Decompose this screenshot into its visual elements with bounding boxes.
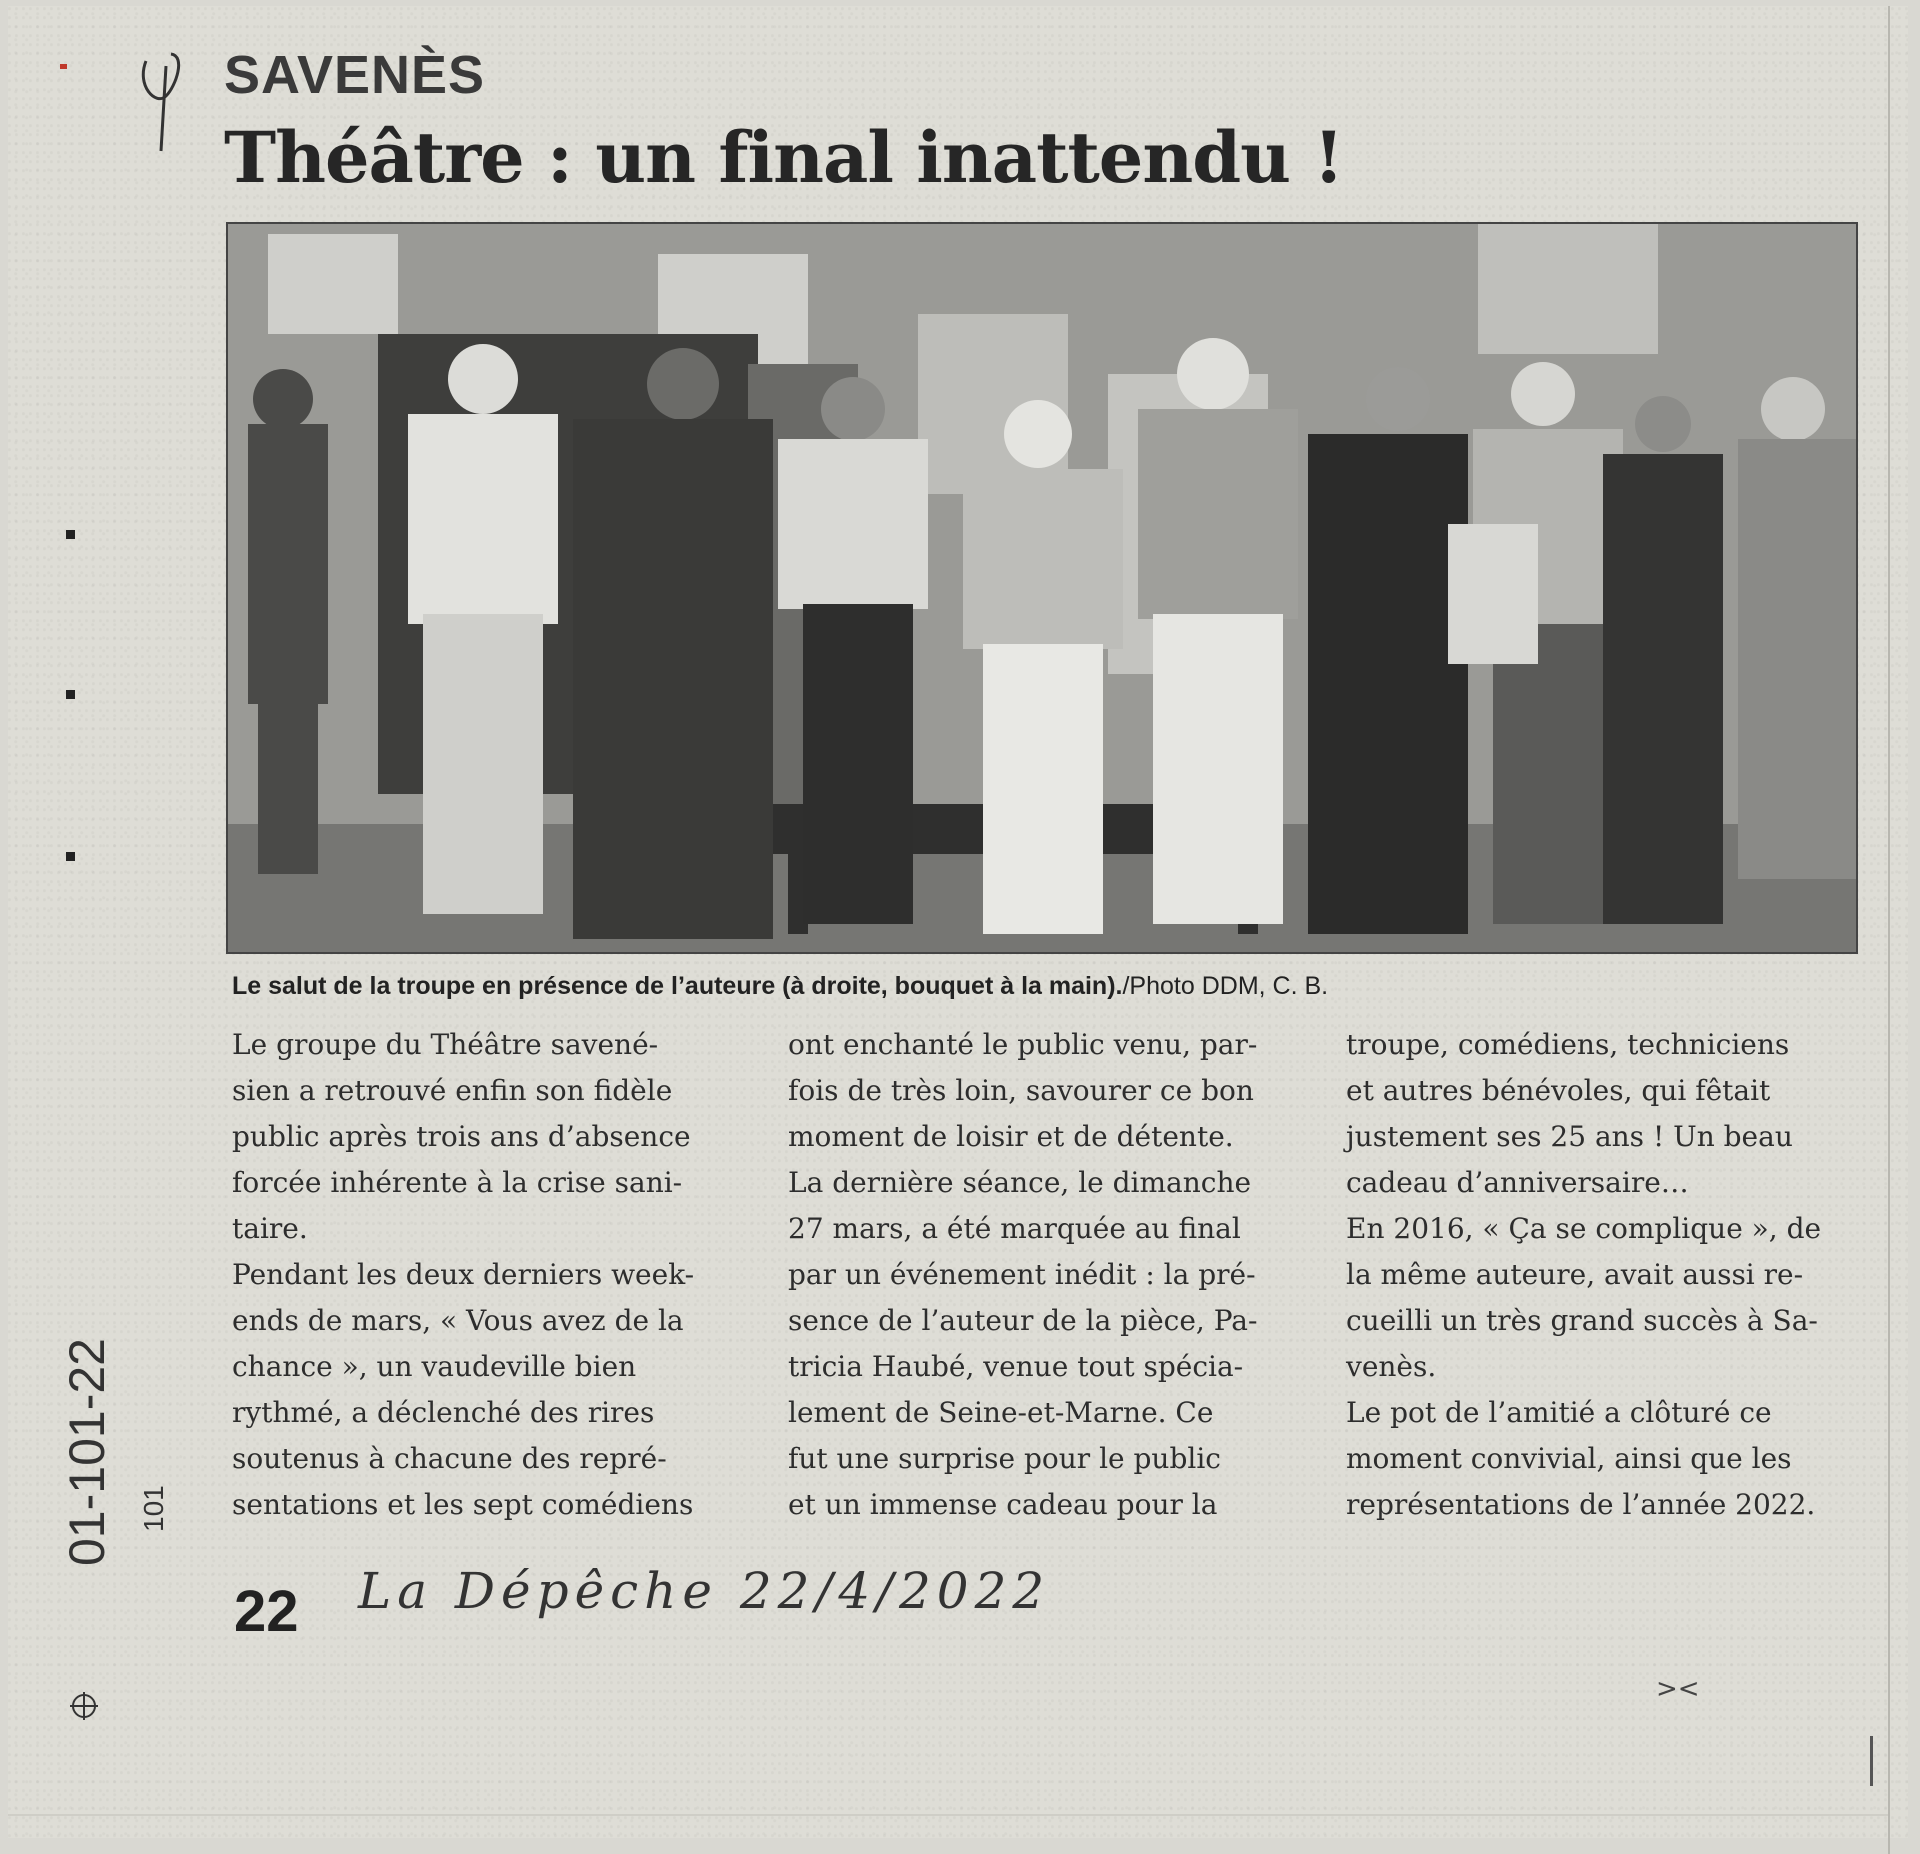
clipping-edge-bottom [8, 1814, 1888, 1816]
margin-marker [66, 690, 75, 699]
archive-code: 01-101-22 [59, 1338, 115, 1566]
page-number: 22 [234, 1579, 299, 1644]
newspaper-clipping [8, 6, 1908, 1838]
column-text: ont enchanté le public venu, par- fois de très loin, savourer ce bon moment de loisir et de détente. La dernière séance, le dimanche 27 mars, a été marquée au final par un événement inédit : la pré- sence de l’auteur de la pièce, Pa- tricia Haubé, venue tout spécia- lement de Seine-et-Marne. Ce fut une surprise pour le public et un immense cadeau pour la [788, 1028, 1258, 1521]
troupe-photo-illustration [228, 224, 1856, 952]
caption-text: Le salut de la troupe en présence de l’auteure (à droite, bouquet à la main). [232, 972, 1123, 1000]
margin-marker [66, 852, 75, 861]
registration-mark-icon [70, 1692, 98, 1720]
photo-caption [232, 972, 1328, 1001]
margin-marker [60, 64, 67, 69]
article-headline: Théâtre : un final inattendu ! [224, 116, 1344, 199]
margin-marker [66, 530, 75, 539]
handwritten-source-note: La Dépêche 22/4/2022 [358, 1562, 1051, 1620]
cut-mark-icon: >< [1656, 1674, 1700, 1704]
section-label: SAVENÈS [224, 45, 486, 105]
column-text: troupe, comédiens, techniciens et autres bénévoles, qui fêtait justement ses 25 ans ! Un beau cadeau d’anniversaire… En 2016, « Ça se complique », de la même auteure, avait aussi re- cueilli un très grand succès à Sa- venès. Le pot de l’amitié a clôturé ce moment convivial, ainsi que les représentations de l’année 2022. [1346, 1028, 1822, 1521]
article-column-1 [232, 1022, 712, 1528]
article-column-2 [788, 1022, 1268, 1528]
article-photo [226, 222, 1858, 954]
article-column-3 [1346, 1022, 1826, 1528]
handwritten-mark-icon [136, 46, 196, 156]
archive-number: 101 [138, 1485, 169, 1532]
column-text: Le groupe du Théâtre savené- sien a retrouvé enfin son fidèle public après trois ans d’absence forcée inhérente à la crise sani- taire. Pendant les deux derniers week- ends de mars, « Vous avez de la chance », un vaudeville bien rythmé, a déclenché des rires soutenus à chacune des repré- sentations et les sept comédiens [232, 1028, 695, 1521]
clipping-edge [1888, 6, 1890, 1854]
cut-line [1870, 1736, 1873, 1786]
photo-credit: /Photo DDM, C. B. [1122, 972, 1329, 1000]
